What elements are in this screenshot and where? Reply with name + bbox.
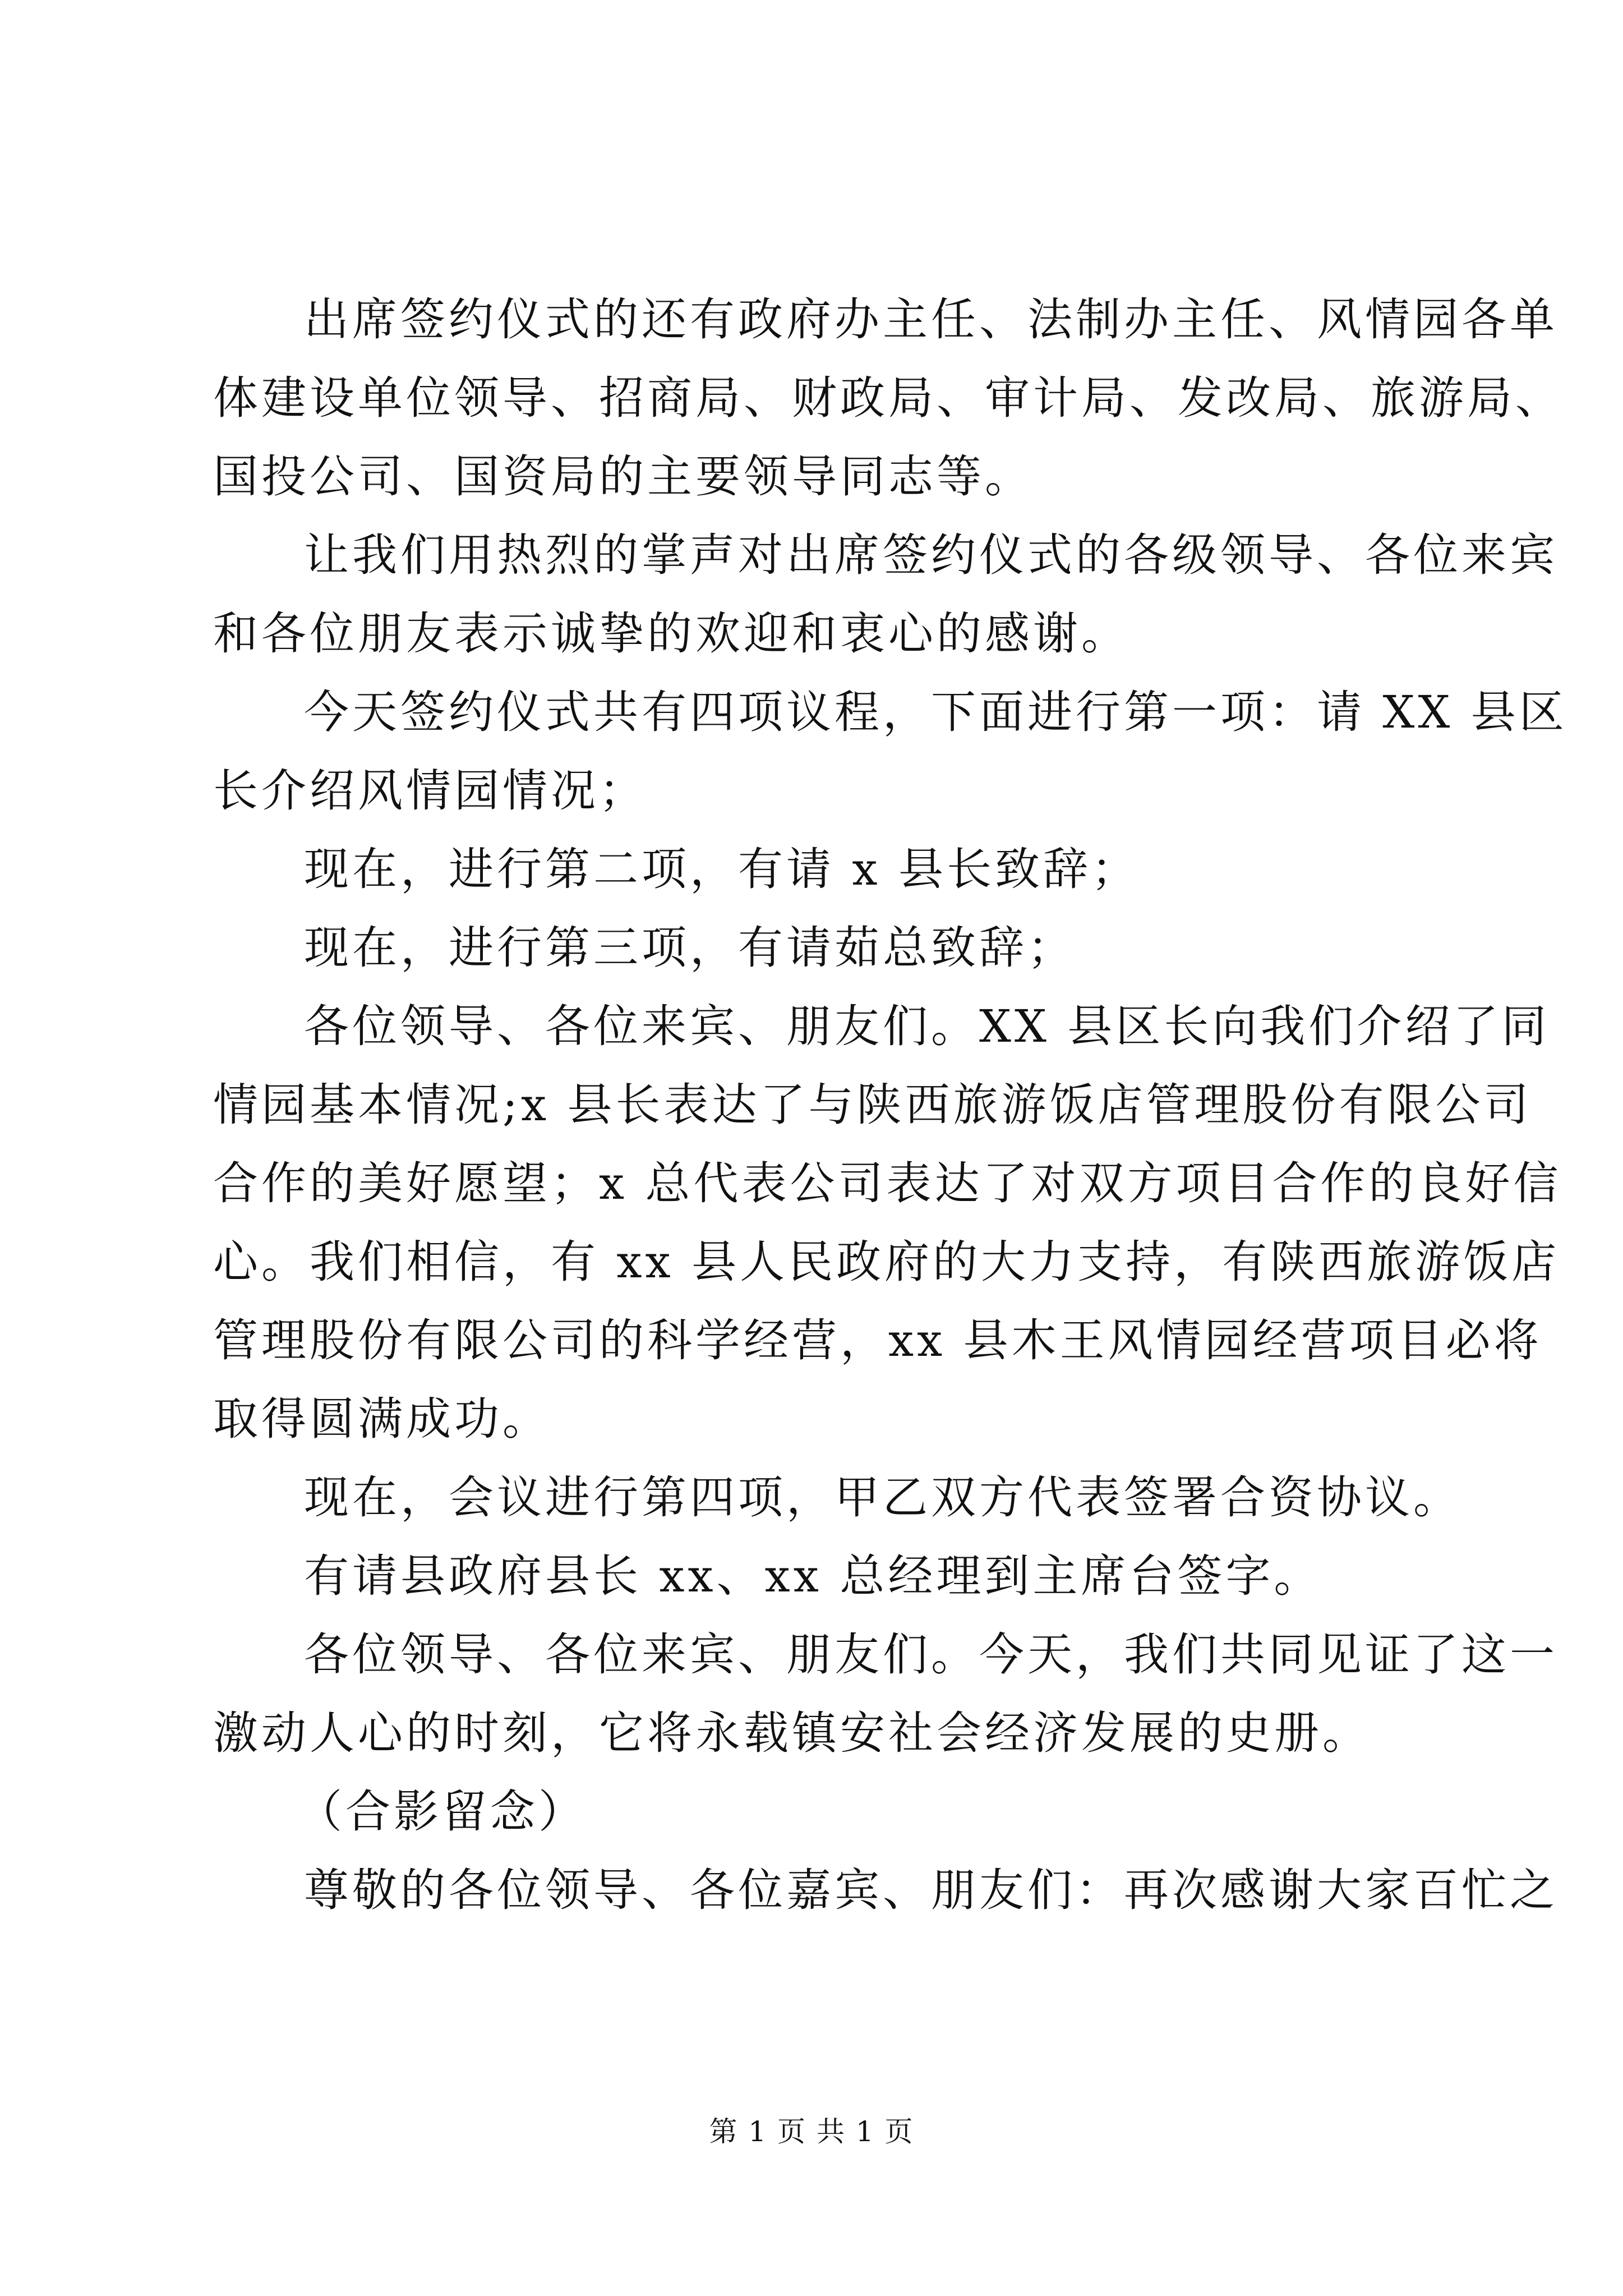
paragraph-line: 合作的美好愿望；x 总代表公司表达了对双方项目合作的良好信 [213,1157,1562,1209]
paragraph-line: 取得圆满成功。 [213,1393,551,1445]
paragraph-line: 让我们用热烈的掌声对出席签约仪式的各级领导、各位来宾 [304,529,1558,581]
paragraph-line: 长介绍风情园情况； [213,765,647,817]
paragraph-line: 激动人心的时刻，它将永载镇安社会经济发展的史册。 [213,1707,1371,1759]
paragraph-line: （合影留念） [297,1786,587,1838]
paragraph-line: 现在，进行第三项，有请茹总致辞； [304,922,1076,974]
paragraph-line: 和各位朋友表示诚挚的欢迎和衷心的感谢。 [213,608,1129,660]
paragraph-line: 心。我们相信，有 xx 县人民政府的大力支持，有陕西旅游饭店 [213,1236,1560,1288]
paragraph-line: 现在，进行第二项，有请 x 县长致辞； [304,843,1140,895]
paragraph-line: 国投公司、国资局的主要领导同志等。 [213,450,1033,503]
paragraph-line: 情园基本情况;x 县长表达了与陕西旅游饭店管理股份有限公司 [213,1079,1532,1131]
paragraph-line: 尊敬的各位领导、各位嘉宾、朋友们：再次感谢大家百忙之 [304,1864,1558,1916]
paragraph-line: 有请县政府县长 xx、xx 总经理到主席台签字。 [304,1550,1322,1602]
paragraph-line: 各位领导、各位来宾、朋友们。XX 县区长向我们介绍了同 [304,1000,1550,1052]
paragraph-line: 现在，会议进行第四项，甲乙双方代表签署合资协议。 [304,1471,1461,1524]
paragraph-line: 今天签约仪式共有四项议程，下面进行第一项：请 XX 县区 [304,686,1567,738]
paragraph-line: 出席签约仪式的还有政府办主任、法制办主任、风情园各单 [304,293,1558,346]
paragraph-line: 各位领导、各位来宾、朋友们。今天，我们共同见证了这一 [304,1628,1558,1681]
paragraph-line: 管理股份有限公司的科学经营，xx 县木王风情园经营项目必将 [213,1314,1542,1366]
paragraph-line: 体建设单位领导、招商局、财政局、审计局、发改局、旅游局、 [213,372,1564,424]
page-number-footer: 第 1 页 共 1 页 [709,2115,914,2148]
